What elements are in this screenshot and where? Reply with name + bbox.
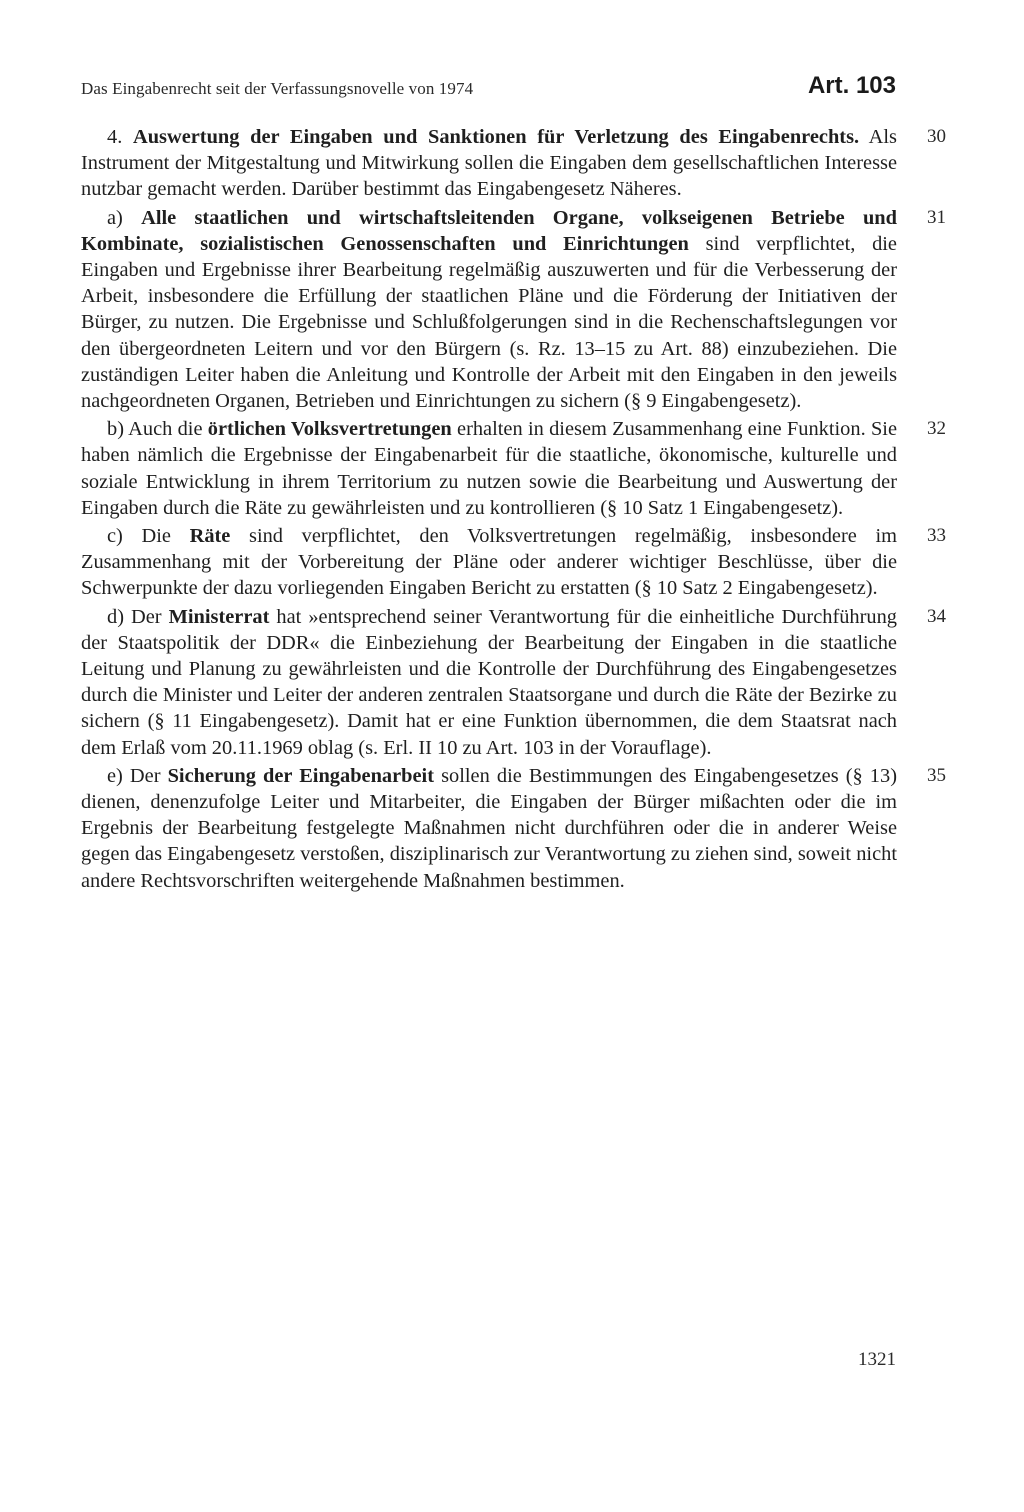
paragraph-35 — [81, 763, 946, 894]
paragraph-text: sind verpflichtet, den Volksvertretungen regelmäßig, insbesondere im Zusammenhang mit der Vorbereitung der Pläne oder anderer wichtiger Beschlüsse, über die Schwerpunkte der dazu vorliegenden Eingaben Bericht zu erstatten (§ 10 Satz 2 Eingabengesetz). — [81, 525, 897, 600]
article-label: Art. 103 — [807, 72, 896, 99]
margin-number: 30 — [927, 126, 946, 147]
paragraph-lead: a) — [107, 206, 142, 229]
margin-number: 33 — [927, 525, 946, 547]
paragraph-31 — [81, 205, 946, 415]
paragraph-34 — [81, 604, 946, 761]
paragraph-text: sind verpflichtet, die Eingaben und Ergebnisse ihrer Bearbeitung regelmäßig auszuwerten und für die Verbesserung der Arbeit, insbesondere die Erfüllung der staatlichen Pläne und die Förderung der Initiativen der Bürger, zu nutzen. Die Ergebnisse und Schlußfolgerungen sind in die Rechenschaftslegungen vor den übergeordneten Leitern und vor den Bürgern (s. Rz. 13–15 zu Art. 88) einzubeziehen. Die zuständigen Leiter haben die Anleitung und Kontrolle der Arbeit mit den Eingaben in den jeweils nachgeordneten Organen, Betrieben und Einrichtungen zu sichern (§ 9 Eingabengesetz). — [81, 232, 897, 413]
margin-number: 31 — [927, 206, 946, 228]
margin-number: 34 — [927, 605, 946, 627]
paragraph-heading: örtlichen Volksvertretungen — [207, 418, 452, 441]
paragraph-text: erhalten in diesem Zusammenhang eine Funktion. Sie haben nämlich die Ergebnisse der Eingabenarbeit für die staatliche, ökonomische, kulturelle und soziale Entwicklung in ihrem Territorium zu nutzen sowie die Bearbeitung und Auswertung der Eingaben durch die Räte zu gewährleisten und zu kontrollieren (§ 10 Satz 1 Eingabengesetz). — [81, 418, 898, 519]
paragraph-lead: d) Der — [107, 605, 169, 628]
paragraph-text: sollen die Bestimmungen des Eingabengesetzes (§ 13) dienen, denenzufolge Leiter und Mitarbeiter, die Eingaben der Bürger mißachten oder die im Ergebnis der Bearbeitung festgelegte Maßnahmen nicht durchführen oder die in anderer Weise gegen das Eingabengesetz verstoßen, disziplinarisch zur Verantwortung zu ziehen sind, soweit nicht andere Rechtsvorschriften weitergehende Maßnahmen bestimmen. — [81, 764, 897, 892]
paragraph-lead: 4. — [107, 126, 133, 148]
paragraph-heading: Ministerrat — [168, 605, 270, 628]
paragraph-33 — [81, 523, 946, 602]
margin-number: 35 — [927, 764, 946, 786]
page-number: 1321 — [858, 1349, 896, 1370]
paragraph-lead: b) Auch die — [107, 418, 208, 441]
margin-number: 32 — [927, 418, 946, 440]
paragraph-32 — [81, 416, 946, 521]
document-body — [81, 124, 946, 896]
paragraph-30 — [81, 124, 946, 203]
paragraph-heading: Sicherung der Eingabenarbeit — [167, 764, 435, 787]
paragraph-lead: e) Der — [107, 764, 168, 787]
paragraph-lead: c) Die — [107, 525, 190, 548]
running-title: Das Eingabenrecht seit der Verfassungsnovelle von 1974 — [81, 79, 474, 98]
paragraph-heading: Alle staatlichen und wirtschaftsleitenden Organe, volkseigenen Betriebe und Kombinate, sozialistischen Genossenschaften und Einrichtungen — [81, 206, 897, 255]
paragraph-heading: Räte — [189, 525, 231, 548]
paragraph-heading: Auswertung der Eingaben und Sanktionen für Verletzung des Eingabenrechts. — [132, 126, 860, 148]
paragraph-text: hat »entsprechend seiner Verantwortung für die einheitliche Durchführung der Staatspolitik der DDR« die Einbeziehung der Bearbeitung der Eingaben in die staatliche Leitung und Planung zu gewährleisten und die Kontrolle der Durchführung des Eingabengesetzes durch die Minister und Leiter der anderen zentralen Staatsorgane und durch die Räte der Bezirke zu sichern (§ 11 Eingabengesetz). Damit hat er eine Funktion übernommen, die dem Staatsrat nach dem Erlaß vom 20.11.1969 oblag (s. Erl. II 10 zu Art. 103 in der Vorauflage). — [81, 605, 898, 759]
paragraph-text: Als Instrument der Mitgestaltung und Mitwirkung sollen die Eingaben dem gesellschaftlichen Interesse nutzbar gemacht werden. Darüber bestimmt das Eingabengesetz Näheres. — [81, 126, 897, 201]
